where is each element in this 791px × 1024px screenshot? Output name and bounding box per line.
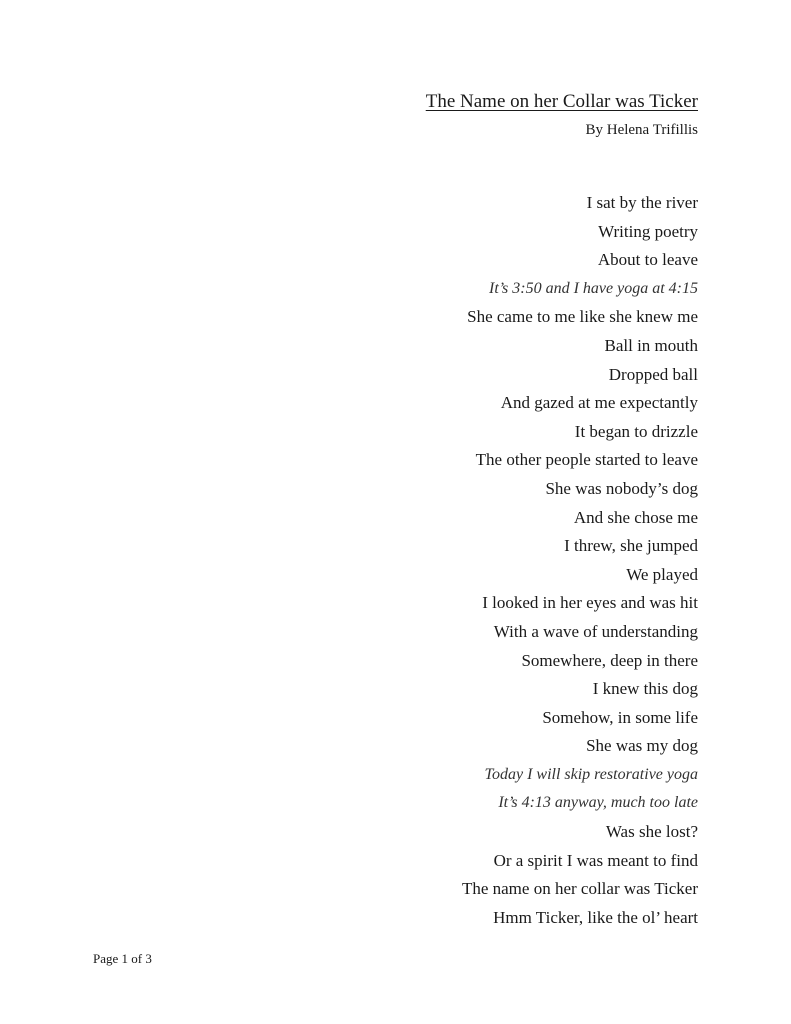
poem-line: Was she lost? <box>605 822 698 842</box>
poem-line: She was my dog <box>586 736 698 756</box>
poem-line: Ball in mouth <box>604 335 698 355</box>
poem-body <box>462 189 698 932</box>
poem-line: I threw, she jumped <box>564 536 698 556</box>
poem-line: I looked in her eyes and was hit <box>482 593 698 613</box>
poem-line: The other people started to leave <box>475 450 698 470</box>
poem-line: I sat by the river <box>586 193 698 212</box>
poem-line: Or a spirit I was meant to find <box>493 850 698 870</box>
poem-line: Hmm Ticker, like the ol’ heart <box>493 907 698 927</box>
poem-line: About to leave <box>597 250 698 270</box>
poem-line: It began to drizzle <box>574 421 698 441</box>
poem-line: Today I will skip restorative yoga <box>484 765 698 783</box>
poem-line: The name on her collar was Ticker <box>461 879 698 899</box>
poem-line: And gazed at me expectantly <box>500 393 698 413</box>
poem-line: I knew this dog <box>592 679 698 699</box>
poem-line: It’s 4:13 anyway, much too late <box>498 794 698 812</box>
page-number: Page 1 of 3 <box>93 951 152 966</box>
poem-line: Somewhere, deep in there <box>521 650 698 670</box>
poem-title: The Name on her Collar was Ticker <box>425 91 698 112</box>
poem-line: And she chose me <box>573 507 698 527</box>
poem-line: Dropped ball <box>608 364 698 384</box>
poem-line: With a wave of understanding <box>493 621 698 641</box>
poem-author: By Helena Trifillis <box>585 122 698 138</box>
poem-line: We played <box>626 564 698 584</box>
poem-line: She was nobody’s dog <box>545 478 698 498</box>
poem-line: It’s 3:50 and I have yoga at 4:15 <box>489 279 698 297</box>
poem-line: Somehow, in some life <box>542 707 698 727</box>
poem-line: She came to me like she knew me <box>467 307 698 327</box>
poem-line: Writing poetry <box>598 221 698 241</box>
